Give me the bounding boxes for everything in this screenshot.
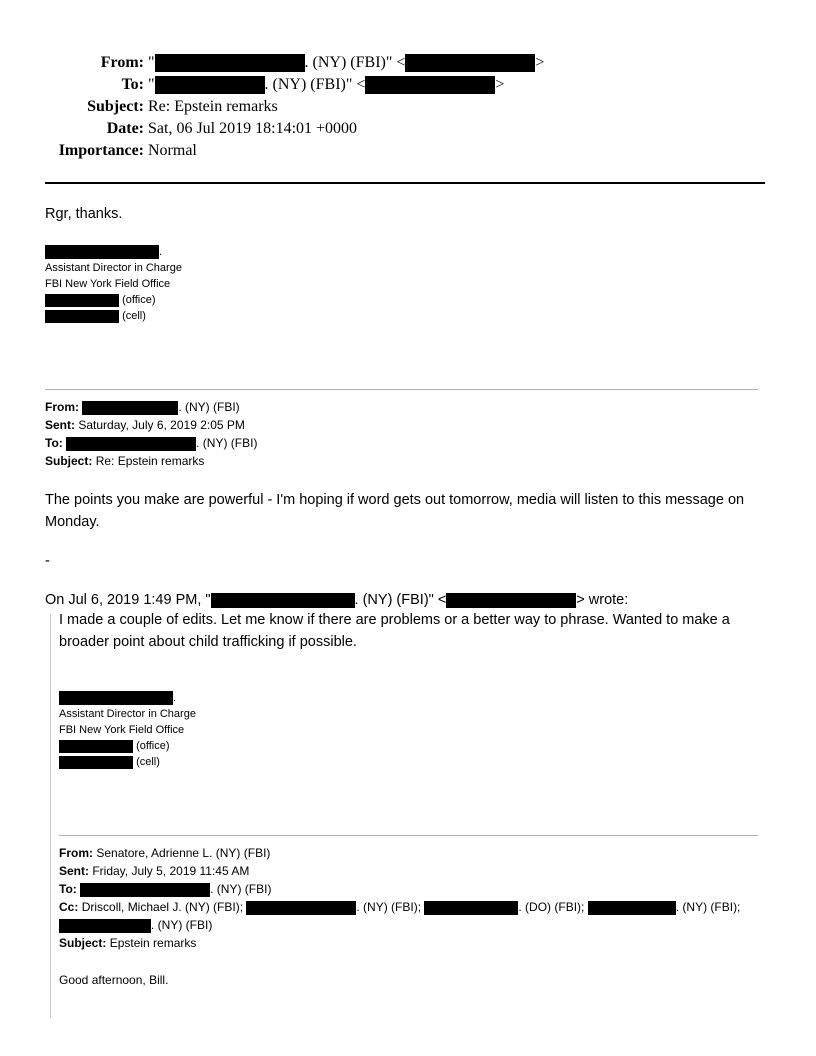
msg3-sent-label: Sent: (59, 864, 89, 878)
quoted-signature-cell-phone-label: (cell) (136, 756, 160, 768)
header-from-label: From: (100, 54, 144, 71)
redaction-block (45, 294, 119, 307)
quoted-signature-title: Assistant Director in Charge (59, 708, 196, 720)
header-from-after: . (NY) (FBI)" < (304, 54, 406, 71)
redaction-block (80, 883, 210, 897)
header-subject-label: Subject: (87, 98, 144, 115)
msg2-dash: - (45, 553, 50, 569)
msg3-from-label: From: (59, 846, 93, 860)
redaction-block (45, 310, 119, 323)
header-to-quote: " (148, 76, 155, 93)
header-from-close: > (535, 54, 545, 71)
header-from-quote: " (148, 54, 155, 71)
msg2-to-row (45, 434, 257, 452)
quoted-signature-cell-phone-row (59, 754, 160, 770)
msg2-to-label: To: (45, 436, 63, 450)
redaction-block (446, 593, 576, 608)
header-to-close: > (495, 76, 505, 93)
quote-attribution-prefix: On Jul 6, 2019 1:49 PM, " (45, 592, 211, 608)
msg2-from-after: . (NY) (FBI) (178, 400, 240, 414)
redaction-block (59, 740, 133, 753)
msg3-to-row (59, 880, 271, 898)
msg2-sent-value: Saturday, July 6, 2019 2:05 PM (78, 418, 245, 432)
msg2-subject-label: Subject: (45, 454, 93, 468)
msg3-cc-first: Driscoll, Michael J. (NY) (FBI); (81, 900, 244, 914)
msg3-cc-after2: . (DO) (FBI); (518, 900, 585, 914)
quote-attribution-mid: . (NY) (FBI)" < (354, 592, 447, 608)
redaction-block (246, 901, 356, 915)
msg2-subject-value: Re: Epstein remarks (95, 454, 205, 468)
msg2-body-line1: The points you make are powerful - I'm hoping if word gets out tomorrow, media will listen to this message on (45, 492, 745, 508)
quote-bar (50, 614, 51, 1018)
quoted-signature-office-phone-label: (office) (136, 740, 170, 752)
signature-office-phone-row (45, 292, 155, 308)
quoted-line2: broader point about child trafficking if possible. (59, 634, 357, 650)
redaction-block (45, 245, 159, 259)
redaction-block (155, 54, 305, 72)
reply-text: Rgr, thanks. (45, 206, 123, 222)
header-importance-value: Normal (148, 142, 197, 159)
header-divider (45, 182, 765, 184)
msg2-subject-row (45, 452, 204, 470)
msg3-cc-line2-after: . (NY) (FBI) (151, 918, 213, 932)
msg3-sent-value: Friday, July 5, 2019 11:45 AM (92, 864, 250, 878)
msg2-from-row (45, 398, 240, 416)
msg3-greeting: Good afternoon, Bill. (59, 973, 169, 987)
redaction-block (59, 919, 151, 933)
signature-title: Assistant Director in Charge (45, 262, 182, 274)
quoted-signature-dot: . (173, 692, 177, 704)
msg2-to-after: . (NY) (FBI) (196, 436, 258, 450)
msg2-from-label: From: (45, 400, 79, 414)
msg3-subject-value: Epstein remarks (109, 936, 197, 950)
signature-cell-phone-row (45, 308, 146, 324)
redaction-block (588, 901, 676, 915)
msg3-subject-row (59, 934, 196, 952)
redaction-block (59, 756, 133, 769)
header-to-row (0, 74, 504, 96)
quoted-line1: I made a couple of edits. Let me know if there are problems or a better way to phrase. Wanted to make a (59, 612, 730, 628)
quoted-signature-office-phone-row (59, 738, 169, 754)
header-from-row (0, 52, 544, 74)
msg3-cc-row (59, 898, 740, 916)
header-to-label: To: (121, 76, 144, 93)
header-subject-value: Re: Epstein remarks (148, 98, 278, 115)
quote-attribution-suffix: > wrote: (576, 592, 629, 608)
quoted-signature-office: FBI New York Field Office (59, 724, 185, 736)
quote-attribution (45, 589, 628, 611)
msg3-cc-after1: . (NY) (FBI); (356, 900, 422, 914)
header-importance-label: Importance: (58, 142, 144, 159)
redaction-block (82, 401, 178, 415)
header-to-after: . (NY) (FBI)" < (264, 76, 366, 93)
msg3-subject-label: Subject: (59, 936, 107, 950)
header-date-label: Date: (106, 120, 144, 137)
header-subject-row (0, 96, 278, 118)
msg2-sent-label: Sent: (45, 418, 75, 432)
redaction-block (66, 437, 196, 451)
msg3-from-row (59, 844, 270, 862)
quoted-signature-name-row (59, 690, 176, 706)
msg3-cc-after3: . (NY) (FBI); (675, 900, 741, 914)
signature-name-row (45, 244, 162, 260)
redaction-block (365, 76, 495, 94)
redaction-block (211, 593, 355, 608)
signature-office: FBI New York Field Office (45, 278, 171, 290)
signature-dot: . (159, 246, 163, 258)
signature-office-phone-label: (office) (122, 294, 156, 306)
signature-cell-phone-label: (cell) (122, 310, 146, 322)
header-date-row (0, 118, 357, 140)
msg3-to-after: . (NY) (FBI) (210, 882, 272, 896)
msg3-to-label: To: (59, 882, 77, 896)
redaction-block (424, 901, 518, 915)
header-date-value: Sat, 06 Jul 2019 18:14:01 +0000 (148, 120, 358, 137)
msg2-body-line2: Monday. (45, 514, 100, 530)
msg2-sent-row (45, 416, 245, 434)
msg3-sent-row (59, 862, 249, 880)
redaction-block (155, 76, 265, 94)
header-importance-row (0, 140, 197, 162)
redaction-block (59, 691, 173, 705)
msg3-cc-label: Cc: (59, 900, 79, 914)
msg3-from-value: Senatore, Adrienne L. (NY) (FBI) (96, 846, 271, 860)
redaction-block (405, 54, 535, 72)
quoted-message-divider (59, 835, 758, 836)
message-divider (45, 389, 758, 390)
msg3-cc-row2 (59, 916, 212, 934)
